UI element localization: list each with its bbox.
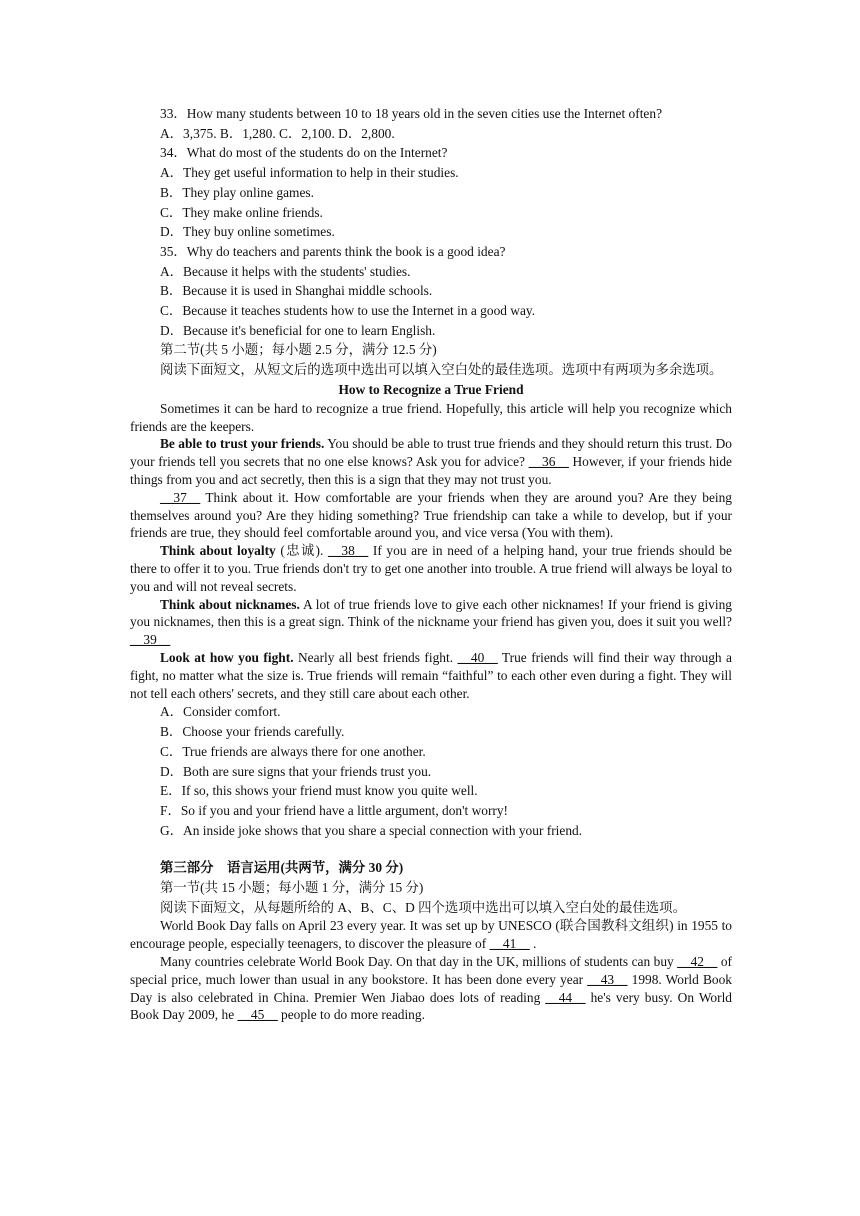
part-3-instruction: 阅读下面短文，从每题所给的 A、B、C、D 四个选项中选出可以填入空白处的最佳选项。: [160, 899, 686, 915]
passage-paragraph-1: Sometimes it can be hard to recognize a true friend. Hopefully, this article will help you recognize which friends are the keepers.: [130, 400, 732, 434]
passage-paragraph-2: [130, 435, 732, 488]
blank-36: __36__: [528, 454, 569, 470]
option-34-b: B．They play online games.: [160, 184, 314, 200]
question-34: 34．What do most of the students do on the Internet?: [160, 145, 448, 161]
paragraph-5-lead: Think about nicknames.: [160, 596, 300, 612]
question-33: 33．How many students between 10 to 18 years old in the seven cities use the Internet often?: [160, 106, 663, 121]
cloze-paragraph-2: [130, 953, 732, 1024]
paragraph-2-lead: Be able to trust your friends.: [160, 436, 325, 452]
exam-page: [130, 104, 732, 1024]
option-34-c: C．They make online friends.: [160, 204, 323, 220]
passage-title: How to Recognize a True Friend: [338, 381, 524, 397]
paragraph-3-text: Think about it. How comfortable are your friends when they are around you? Are they being themselves around you? Are they hiding something? True friendship can take a while to develop, but if your friends are true, they should feel comfortable around you, and vice versa (You with them).: [130, 489, 732, 541]
blank-45: __45__: [237, 1007, 278, 1023]
section-spacer: [130, 840, 732, 858]
choice-e: E．If so, this shows your friend must know you quite well.: [160, 783, 478, 799]
blank-40: __40__: [457, 650, 498, 665]
paragraph-4-text: If you are in need of a helping hand, your true friends should be there to offer it to you. True friends don't try to get one another into trouble. A true friend will always be loyal to you and will not reveal secrets.: [130, 543, 732, 594]
blank-39: __39__: [130, 632, 171, 648]
cloze-1-tail: .: [529, 936, 537, 952]
paragraph-6-tail: True friends will find their way through a fight, no matter what the size is. True friends will remain “faithful” to each other even during a fight. They will not tell each others' secrets, and they still care about each other.: [130, 650, 732, 701]
blank-43: __43__: [587, 971, 628, 987]
paragraph-2-tail: However, if your friends hide things from you and act secretly, then this is a sign that they may not trust you.: [130, 454, 732, 488]
question-33-options: A．3,375. B．1,280. C．2,100. D．2,800.: [160, 125, 395, 141]
option-34-d: D．They buy online sometimes.: [160, 224, 335, 240]
section-2-heading: 第二节(共 5 小题；每小题 2.5 分，满分 12.5 分): [160, 342, 437, 358]
cloze-2-d: he's very busy. On World Book Day 2009, he: [130, 989, 732, 1023]
blank-38: __38__: [328, 543, 369, 559]
part-3-heading: 第三部分 语言运用(共两节，满分 30 分): [160, 860, 404, 876]
cloze-2-b: of special price, much lower than usual in any bookstore. It has been done every year: [130, 954, 732, 987]
passage-paragraph-6: [130, 649, 732, 702]
cloze-2-a: Many countries celebrate World Book Day. On that day in the UK, millions of students can buy: [160, 954, 678, 970]
option-34-a: A．They get useful information to help in their studies.: [160, 165, 459, 181]
cloze-paragraph-1: [130, 917, 732, 953]
part-3-sub-heading: 第一节(共 15 小题；每小题 1 分，满分 15 分): [160, 880, 424, 896]
paragraph-5-text: A lot of true friends love to give each other nicknames! If your friend is giving you nicknames, then this is a great sign. Think of the nickname your friend has given you, does it suit you well?: [130, 596, 732, 630]
blank-41: __41__: [489, 936, 530, 952]
passage-paragraph-3: [130, 489, 732, 542]
choice-d: D．Both are sure signs that your friends trust you.: [160, 763, 432, 779]
passage-paragraph-5: [130, 596, 732, 649]
option-35-d: D．Because it's beneficial for one to learn English.: [160, 322, 436, 338]
option-35-b: B．Because it is used in Shanghai middle schools.: [160, 283, 433, 299]
paragraph-4-gloss: (忠诚).: [275, 543, 329, 559]
choice-b: B．Choose your friends carefully.: [160, 724, 345, 740]
blank-44: __44__: [545, 989, 586, 1005]
blank-42: __42__: [677, 954, 718, 970]
paragraph-2-text: You should be able to trust true friends and they should return this trust. Do your friends tell you secrets that no one else knows? Ask you for advice?: [130, 436, 733, 470]
choice-g: G．An inside joke shows that you share a special connection with your friend.: [160, 822, 583, 838]
choice-f: F．So if you and your friend have a little argument, don't worry!: [160, 802, 509, 818]
cloze-2-e: people to do more reading.: [277, 1007, 425, 1023]
option-35-c: C．Because it teaches students how to use the Internet in a good way.: [160, 303, 536, 319]
question-35: 35．Why do teachers and parents think the book is a good idea?: [160, 243, 506, 259]
paragraph-4-lead: Think about loyalty: [160, 543, 276, 559]
choice-c: C．True friends are always there for one another.: [160, 743, 426, 759]
option-35-a: A．Because it helps with the students' studies.: [160, 263, 411, 279]
choice-a: A．Consider comfort.: [160, 704, 281, 720]
blank-37: __37__: [160, 489, 201, 505]
paragraph-6-lead: Look at how you fight.: [160, 650, 294, 665]
cloze-2-c: 1998. World Book Day is also celebrated in China. Premier Wen Jiabao does lots of reading: [130, 971, 732, 1005]
paragraph-6-text: Nearly all best friends fight.: [293, 650, 458, 665]
cloze-1-text: World Book Day falls on April 23 every year. It was set up by UNESCO (联合国教科文组织) in 1955 to encourage people, especially teenagers, to discover the pleasure of: [130, 918, 732, 952]
section-2-instruction: 阅读下面短文，从短文后的选项中选出可以填入空白处的最佳选项。选项中有两项为多余选项。: [160, 362, 723, 378]
passage-paragraph-4: [130, 542, 732, 595]
